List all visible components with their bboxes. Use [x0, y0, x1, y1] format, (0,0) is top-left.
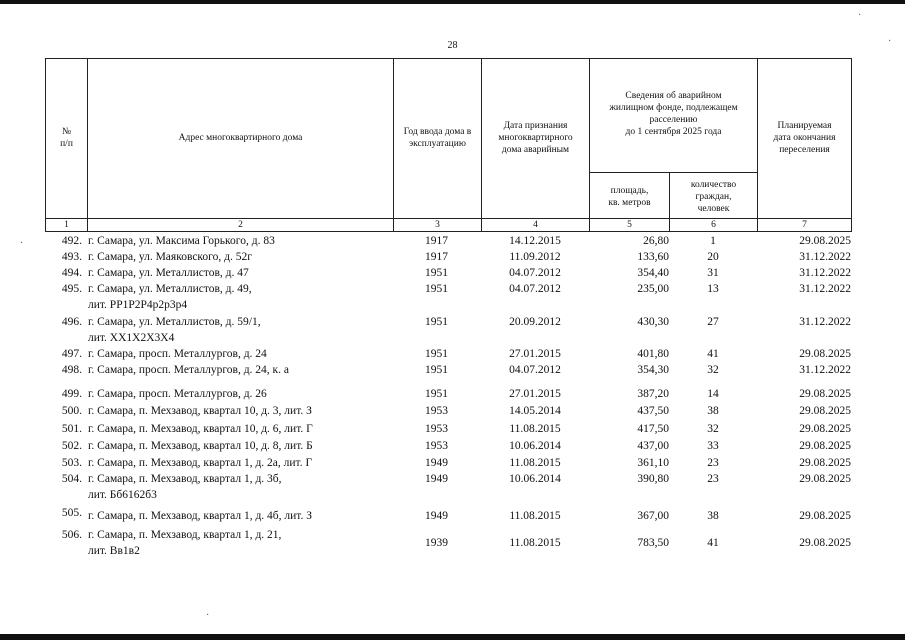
row-number: 506.: [61, 529, 82, 541]
column-number-3: 3: [435, 220, 440, 230]
row-people: 33: [707, 440, 719, 452]
row-year: 1951: [425, 364, 448, 376]
row-address: г. Самара, п. Мехзавод, квартал 10, д. 8, лит. Б: [88, 440, 313, 452]
row-planned: 29.08.2025: [799, 510, 851, 522]
row-area: 354,30: [637, 364, 669, 376]
row-address-line2: лит. Вв1в2: [88, 545, 140, 557]
header-num: № п/п: [60, 127, 73, 149]
row-address: г. Самара, п. Мехзавод, квартал 1, д. 2а, лит. Г: [88, 457, 313, 469]
column-number-4: 4: [533, 220, 538, 230]
row-date: 11.08.2015: [509, 510, 561, 522]
row-area: 387,20: [637, 388, 669, 400]
row-area: 390,80: [637, 473, 669, 485]
row-date: 10.06.2014: [509, 440, 561, 452]
row-address: г. Самара, ул. Маяковского, д. 52г: [88, 251, 252, 263]
row-area: 26,80: [643, 235, 669, 247]
header-area: площадь, кв. метров: [608, 186, 651, 208]
scan-speck: ·: [20, 238, 24, 249]
row-people: 23: [707, 473, 719, 485]
row-planned: 31.12.2022: [799, 251, 851, 263]
row-date: 27.01.2015: [509, 388, 561, 400]
row-year: 1949: [425, 473, 448, 485]
row-address: г. Самара, п. Мехзавод, квартал 1, д. 4б, лит. З: [88, 510, 312, 522]
row-year: 1939: [425, 537, 448, 549]
row-area: 783,50: [637, 537, 669, 549]
row-date: 04.07.2012: [509, 267, 561, 279]
row-people: 38: [707, 405, 719, 417]
row-year: 1949: [425, 510, 448, 522]
row-planned: 31.12.2022: [799, 316, 851, 328]
row-people: 14: [707, 388, 719, 400]
header-date: Дата признания многоквартирного дома аварийным: [498, 121, 573, 155]
header-planned: Планируемая дата окончания переселения: [773, 121, 836, 155]
row-year: 1949: [425, 457, 448, 469]
column-number-2: 2: [238, 220, 243, 230]
header-year: Год ввода дома в эксплуатацию: [403, 127, 472, 149]
row-address-line2: лит. Бб6162б3: [88, 489, 157, 501]
row-year: 1951: [425, 316, 448, 328]
row-address: г. Самара, п. Мехзавод, квартал 10, д. 3, лит. З: [88, 405, 312, 417]
header-address: Адрес многоквартирного дома: [178, 133, 303, 143]
column-number-5: 5: [627, 220, 632, 230]
page-number: 28: [447, 40, 458, 51]
row-number: 500.: [61, 405, 82, 417]
row-planned: 31.12.2022: [799, 364, 851, 376]
row-people: 23: [707, 457, 719, 469]
row-people: 13: [707, 283, 719, 295]
row-area: 133,60: [637, 251, 669, 263]
row-area: 430,30: [637, 316, 669, 328]
row-year: 1951: [425, 348, 448, 360]
row-date: 04.07.2012: [509, 283, 561, 295]
row-date: 14.12.2015: [509, 235, 561, 247]
row-date: 11.09.2012: [509, 251, 561, 263]
row-year: 1917: [425, 235, 448, 247]
column-number-6: 6: [711, 220, 716, 230]
row-planned: 29.08.2025: [799, 348, 851, 360]
row-area: 354,40: [637, 267, 669, 279]
row-planned: 29.08.2025: [799, 423, 851, 435]
row-address: г. Самара, просп. Металлургов, д. 24: [88, 348, 267, 360]
row-area: 367,00: [637, 510, 669, 522]
scan-speck: ·: [888, 36, 892, 47]
scan-speck: ·: [858, 10, 862, 21]
row-area: 417,50: [637, 423, 669, 435]
row-address-line2: лит. ХХ1Х2Х3Х4: [88, 332, 175, 344]
row-planned: 29.08.2025: [799, 235, 851, 247]
row-planned: 29.08.2025: [799, 388, 851, 400]
row-address: г. Самара, ул. Металлистов, д. 49,: [88, 283, 252, 295]
row-planned: 31.12.2022: [799, 267, 851, 279]
row-number: 498.: [61, 364, 82, 376]
row-address: г. Самара, просп. Металлургов, д. 24, к. а: [88, 364, 289, 376]
row-people: 41: [707, 348, 719, 360]
row-address: г. Самара, ул. Металлистов, д. 59/1,: [88, 316, 261, 328]
column-number-1: 1: [64, 220, 69, 230]
row-people: 31: [707, 267, 719, 279]
row-number: 502.: [61, 440, 82, 452]
scan-top-edge: [0, 0, 905, 4]
row-year: 1951: [425, 388, 448, 400]
row-number: 495.: [61, 283, 82, 295]
row-address-line2: лит. РР1Р2Р4р2р3р4: [88, 299, 188, 311]
row-address: г. Самара, ул. Максима Горького, д. 83: [88, 235, 275, 247]
scan-bottom-edge: [0, 634, 905, 640]
header-people: количество граждан, человек: [690, 180, 737, 214]
column-number-7: 7: [802, 220, 807, 230]
row-planned: 29.08.2025: [799, 537, 851, 549]
row-planned: 29.08.2025: [799, 440, 851, 452]
row-planned: 31.12.2022: [799, 283, 851, 295]
row-people: 32: [707, 423, 719, 435]
row-planned: 29.08.2025: [799, 473, 851, 485]
row-planned: 29.08.2025: [799, 405, 851, 417]
row-number: 501.: [61, 423, 82, 435]
row-people: 1: [710, 235, 716, 247]
row-area: 437,50: [637, 405, 669, 417]
row-address: г. Самара, п. Мехзавод, квартал 10, д. 6, лит. Г: [88, 423, 313, 435]
row-date: 11.08.2015: [509, 457, 561, 469]
row-planned: 29.08.2025: [799, 457, 851, 469]
row-year: 1953: [425, 405, 448, 417]
row-number: 492.: [61, 235, 82, 247]
row-address: г. Самара, ул. Металлистов, д. 47: [88, 267, 249, 279]
row-people: 32: [707, 364, 719, 376]
row-people: 27: [707, 316, 719, 328]
row-people: 41: [707, 537, 719, 549]
row-date: 14.05.2014: [509, 405, 561, 417]
row-number: 497.: [61, 348, 82, 360]
row-address: г. Самара, просп. Металлургов, д. 26: [88, 388, 267, 400]
row-people: 20: [707, 251, 719, 263]
row-year: 1951: [425, 267, 448, 279]
row-date: 20.09.2012: [509, 316, 561, 328]
row-people: 38: [707, 510, 719, 522]
row-date: 11.08.2015: [509, 423, 561, 435]
row-number: 493.: [61, 251, 82, 263]
row-number: 494.: [61, 267, 82, 279]
row-area: 437,00: [637, 440, 669, 452]
row-number: 503.: [61, 457, 82, 469]
row-year: 1917: [425, 251, 448, 263]
row-date: 27.01.2015: [509, 348, 561, 360]
header-info: Сведения об аварийном жилищном фонде, подлежащем расселению до 1 сентября 2025 года: [609, 91, 738, 137]
scan-speck: ·: [206, 610, 210, 621]
row-year: 1953: [425, 423, 448, 435]
row-number: 504.: [61, 473, 82, 485]
row-number: 496.: [61, 316, 82, 328]
row-address: г. Самара, п. Мехзавод, квартал 1, д. 21,: [88, 529, 282, 541]
row-year: 1951: [425, 283, 448, 295]
row-date: 04.07.2012: [509, 364, 561, 376]
row-date: 10.06.2014: [509, 473, 561, 485]
row-number: 499.: [61, 388, 82, 400]
row-area: 235,00: [637, 283, 669, 295]
row-area: 361,10: [637, 457, 669, 469]
row-area: 401,80: [637, 348, 669, 360]
row-year: 1953: [425, 440, 448, 452]
row-address: г. Самара, п. Мехзавод, квартал 1, д. 3б,: [88, 473, 282, 485]
row-number: 505.: [61, 507, 82, 519]
row-date: 11.08.2015: [509, 537, 561, 549]
